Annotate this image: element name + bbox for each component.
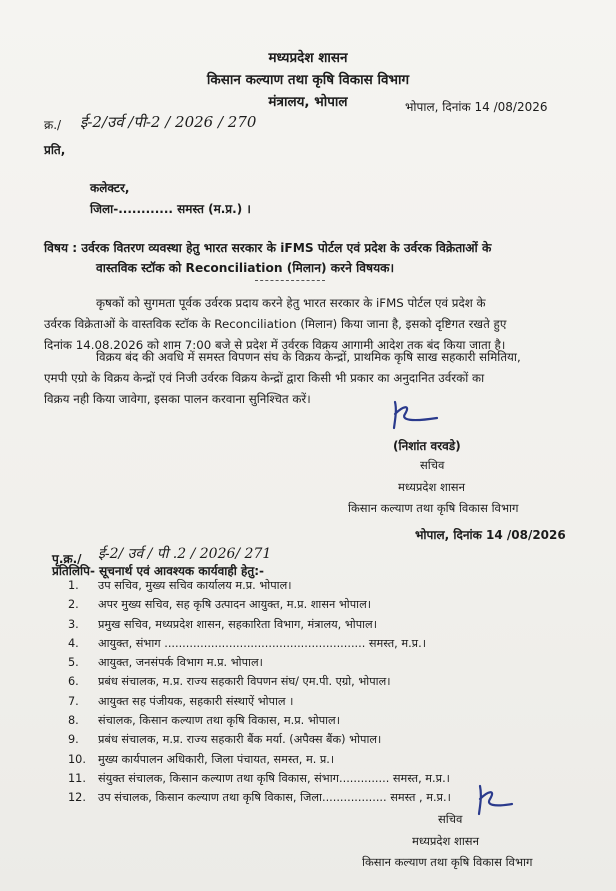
distribution-item — [68, 576, 451, 595]
signatory-org-2: किसान कल्याण तथा कृषि विकास विभाग — [348, 501, 519, 515]
footer-org-2: किसान कल्याण तथा कृषि विकास विभाग — [362, 855, 533, 869]
distribution-item-number: 9. — [68, 733, 79, 747]
paragraph-2-line-2: एमपी एग्रो के विक्रय केन्द्रों एवं निजी उर्वरक विक्रय केन्द्रों द्वारा किसी भी प्रकार का अनुदानित उर्वरकों का — [44, 371, 485, 385]
subject-line-1: विषय : उर्वरक वितरण व्यवस्था हेतु भारत सरकार के iFMS पोर्टल एवं प्रदेश के उर्वरक विक्रेताओं के — [44, 241, 492, 255]
subject-line-2: वास्तविक स्टॉक को Reconciliation (मिलान) करने विषयक। — [96, 261, 395, 275]
signatory-designation: सचिव — [420, 458, 445, 472]
distribution-item-number: 11. — [68, 771, 86, 785]
distribution-item-number: 4. — [68, 636, 79, 650]
distribution-item-text: प्रबंध संचालक, म.प्र. राज्य सहकारी विपणन संघ/ एम.पी. एग्रो, भोपाल। — [98, 675, 391, 689]
distribution-item-text: प्रमुख सचिव, मध्यप्रदेश शासन, सहकारिता विभाग, मंत्रालय, भोपाल। — [98, 617, 377, 631]
paragraph-1-line-2: उर्वरक विक्रेताओं के वास्तविक स्टॉक के Reconciliation (मिलान) किया जाना है, इसको दृष्टिगत रखते हुए — [44, 317, 507, 331]
signature-mark-1 — [385, 398, 445, 432]
signatory-org-1: मध्यप्रदेश शासन — [398, 480, 465, 494]
subject-underline — [255, 280, 325, 281]
distribution-item — [68, 595, 451, 614]
distribution-item-text: संयुक्त संचालक, किसान कल्याण तथा कृषि विकास, संभाग.............. समस्त, म.प्र.। — [98, 771, 450, 785]
distribution-item-number: 2. — [68, 598, 79, 612]
ref-prefix: क्र./ — [44, 118, 62, 132]
signatory-name: (निशांत वरवडे) — [393, 439, 461, 453]
distribution-item — [68, 634, 451, 653]
distribution-item-text: आयुक्त, जनसंपर्क विभाग म.प्र. भोपाल। — [98, 656, 263, 670]
addressee-district: जिला-............ समस्त (म.प्र.) । — [90, 202, 251, 216]
letterhead-location: मंत्रालय, भोपाल — [268, 94, 348, 110]
copy-heading: प्रतिलिपि- सूचनार्थ एवं आवश्यक कार्यवाही हेतु:- — [52, 564, 265, 578]
distribution-item-number: 6. — [68, 675, 79, 689]
signatory-date: भोपाल, दिनांक 14 /08/2026 — [415, 528, 566, 542]
letter-date: भोपाल, दिनांक 14 /08/2026 — [405, 100, 548, 114]
distribution-item-text: प्रबंध संचालक, म.प्र. राज्य सहकारी बैंक मर्या. (अपैक्स बैंक) भोपाल। — [98, 733, 382, 747]
distribution-item-text: मुख्य कार्यपालन अधिकारी, जिला पंचायत, समस्त, म. प्र.। — [98, 752, 335, 766]
distribution-item-number: 7. — [68, 694, 79, 708]
distribution-item — [68, 750, 451, 769]
distribution-item-number: 3. — [68, 617, 79, 631]
distribution-item — [68, 672, 451, 691]
distribution-item — [68, 692, 451, 711]
paragraph-1-line-1: कृषकों को सुगमता पूर्वक उर्वरक प्रदाय करने हेतु भारत सरकार के iFMS पोर्टल एवं प्रदेश के — [96, 296, 486, 310]
paragraph-1-line-3: दिनांक 14.08.2026 को शाम 7:00 बजे से प्रदेश में उर्वरक विक्रय आगामी आदेश तक बंद किया जाता है। — [44, 338, 506, 352]
paragraph-2-line-1: विक्रय बंद की अवधि में समस्त विपणन संघ के विक्रय केन्द्रों, प्राथमिक कृषि साख सहकारी समितिया, — [96, 350, 521, 364]
paragraph-2-line-3: विक्रय नही किया जावेगा, इसका पालन करवाना सुनिश्चित करें। — [44, 392, 311, 406]
footer-org-1: मध्यप्रदेश शासन — [412, 834, 479, 848]
prati-label: प्रति, — [44, 143, 66, 157]
distribution-item-number: 1. — [68, 579, 79, 592]
distribution-item-number: 12. — [68, 791, 86, 805]
signature-mark-2 — [468, 782, 518, 818]
letterhead-department: किसान कल्याण तथा कृषि विकास विभाग — [206, 72, 410, 88]
distribution-item — [68, 730, 451, 749]
distribution-item-text: आयुक्त, संभाग ........................................................ समस्त, म.प्र.। — [98, 636, 426, 650]
distribution-item-text: संचालक, किसान कल्याण तथा कृषि विकास, म.प्र. भोपाल। — [98, 714, 340, 728]
distribution-item — [68, 788, 451, 807]
distribution-item-text: अपर मुख्य सचिव, सह कृषि उत्पादन आयुक्त, म.प्र. शासन भोपाल। — [98, 598, 372, 612]
distribution-item-text: उप संचालक, किसान कल्याण तथा कृषि विकास, जिला.................. समस्त , म.प्र.। — [98, 791, 451, 805]
addressee-title: कलेक्टर, — [90, 181, 130, 195]
distribution-item — [68, 653, 451, 672]
ref-number: ई-2/उर्व /पी-2 / 2026 / 270 — [80, 113, 257, 131]
distribution-item — [68, 769, 451, 788]
distribution-item-number: 10. — [68, 752, 86, 766]
endorsement-number: ई-2/ उर्व / पी .2 / 2026/ 271 — [98, 546, 272, 562]
distribution-list — [68, 576, 451, 808]
distribution-item-text: आयुक्त सह पंजीयक, सहकारी संस्थाऐं भोपाल । — [98, 694, 294, 708]
distribution-item — [68, 615, 451, 634]
footer-designation: सचिव — [438, 812, 463, 826]
distribution-item-number: 8. — [68, 714, 79, 728]
distribution-item-number: 5. — [68, 656, 79, 670]
distribution-item — [68, 711, 451, 730]
letterhead-government: मध्यप्रदेश शासन — [268, 50, 348, 66]
distribution-item-text: उप सचिव, मुख्य सचिव कार्यालय म.प्र. भोपाल। — [98, 579, 292, 592]
endorsement-prefix: पृ.क्र./ — [52, 552, 82, 566]
